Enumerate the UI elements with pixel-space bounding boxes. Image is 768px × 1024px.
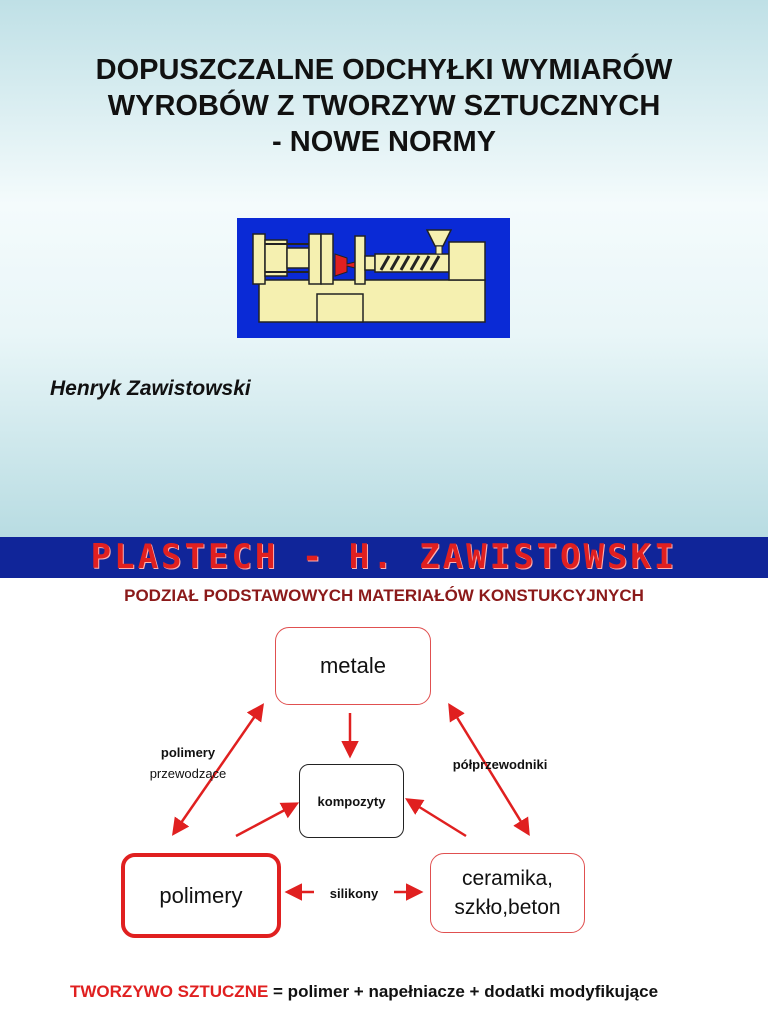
materials-title: PODZIAŁ PODSTAWOWYCH MATERIAŁÓW KONSTUKCYJNYCH xyxy=(124,586,644,605)
node-ceramika-line-1: ceramika, xyxy=(461,867,554,890)
slide-title xyxy=(0,52,768,160)
arrow-polimery-kompozyty xyxy=(236,804,296,836)
node-kompozyty xyxy=(299,764,404,838)
materials-slide xyxy=(0,578,768,1024)
label-polimery-line-1: polimery xyxy=(160,745,216,760)
injection-molding-machine-icon xyxy=(237,218,510,338)
node-ceramika xyxy=(430,853,585,933)
node-metale-label: metale xyxy=(319,653,387,678)
banner: PLASTECH - H. ZAWISTOWSKI xyxy=(0,537,768,578)
label-polimery-line-2: przewodzące xyxy=(149,766,227,781)
node-ceramika-line-2: szkło,beton xyxy=(454,896,561,919)
title-line-3: - NOWE NORMY xyxy=(272,126,496,158)
definition-body: = polimer + napełniacze + dodatki modyfikujące xyxy=(268,982,659,1001)
node-polimery-label: polimery xyxy=(159,882,243,908)
node-polimery xyxy=(121,853,281,938)
label-polprzewodniki: półprzewodniki xyxy=(452,757,548,772)
title-line-2: WYROBÓW Z TWORZYW SZTUCZNYCH xyxy=(107,90,661,122)
node-kompozyty-label: kompozyty xyxy=(317,793,386,809)
author-name: Henryk Zawistowski xyxy=(50,377,251,400)
arrow-ceramika-kompozyty xyxy=(408,800,466,836)
definition-term: TWORZYWO SZTUCZNE xyxy=(70,982,269,1001)
definition-text xyxy=(70,980,740,1004)
node-metale xyxy=(275,627,431,705)
label-silikony: silikony xyxy=(329,886,379,901)
title-line-1: DOPUSZCZALNE ODCHYŁKI WYMIARÓW xyxy=(95,54,673,86)
label-polimery-przewodzace xyxy=(118,742,258,784)
